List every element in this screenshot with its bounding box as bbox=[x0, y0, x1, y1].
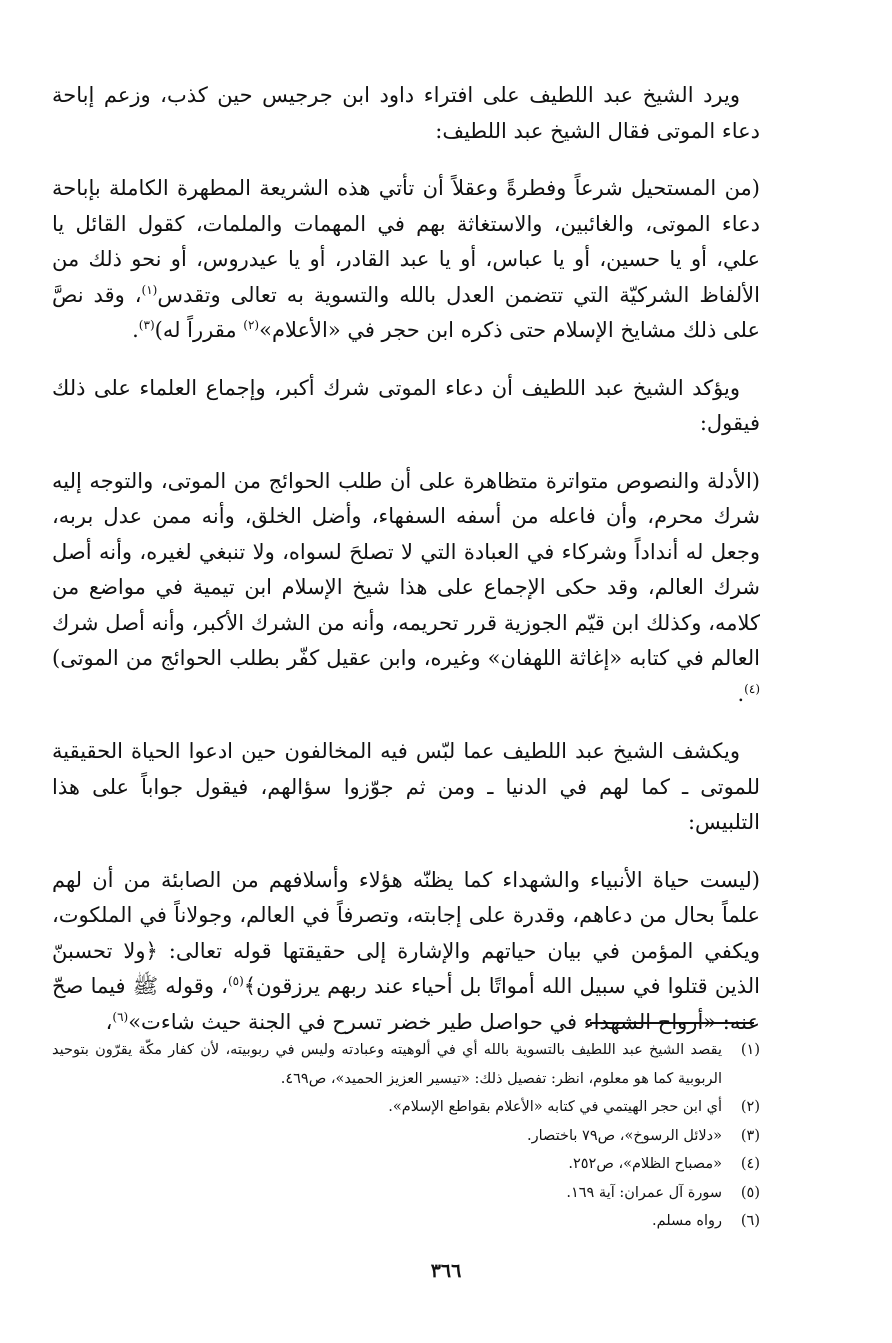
footnotes bbox=[52, 1036, 760, 1236]
paragraph-2 bbox=[52, 371, 760, 442]
footnote-item bbox=[52, 1122, 760, 1151]
footnote-text: رواه مسلم. bbox=[651, 1213, 722, 1229]
quote-1-tail: . bbox=[132, 318, 139, 342]
footnote-ref-2: (٢) bbox=[243, 318, 260, 332]
quote-2-text: (الأدلة والنصوص متواترة متظاهرة على أن طلب الحوائج من الموتى، والتوجه إليه شرك محرم، وأن فاعله من أسفه السفهاء، وأضل الخلق، وأنه ممن عدل بربه، وجعل له أنداداً وشركاء في العبادة التي لا تصلحَ لسواه، ولا تنبغي لغيره، وأنه أصل شرك العالم، وقد حكى الإجماع على هذا شيخ الإسلام ابن تيمية في مواضع من كلامه، وكذلك ابن قيّم الجوزية قرر تحريمه، وأنه من الشرك الأكبر، وأنه أصل شرك العالم في كتابه «إغاثة اللهفان» وغيره، وابن عقيل كفّر بطلب الحوائج من الموتى) bbox=[52, 468, 760, 670]
main-text bbox=[52, 78, 760, 1062]
quote-2 bbox=[52, 464, 760, 713]
footnote-number: (٢) bbox=[740, 1099, 760, 1115]
paragraph-3 bbox=[52, 734, 760, 841]
quote-1-text: (من المستحيل شرعاً وفطرةً وعقلاً أن تأتي هذه الشريعة المطهرة الكاملة بإباحة دعاء الموتى، والغائبين، والاستغاثة بهم في المهمات والملمات، كقول القائل يا علي، أو يا حسين، أو يا عباس، أو يا عبد القادر، أو يا عيدروس، أو نحو ذلك من الألفاظ الشركيّة التي تتضمن العدل بالله والتسوية به تعالى وتقدس bbox=[52, 176, 760, 307]
footnote-ref-6: (٦) bbox=[112, 1009, 129, 1024]
footnote-ref-1: (١) bbox=[141, 282, 158, 297]
footnote-text: «دلائل الرسوخ»، ص٧٩ باختصار. bbox=[527, 1127, 722, 1144]
footnote-number: (٤) bbox=[740, 1156, 760, 1172]
footnote-text: أي ابن حجر الهيتمي في كتابه «الأعلام بقواطع الإسلام». bbox=[388, 1099, 722, 1115]
footnote-item bbox=[52, 1179, 760, 1208]
footnote-ref-3: (٣) bbox=[138, 318, 155, 332]
paragraph-3-text: ويكشف الشيخ عبد اللطيف عما لبّس فيه المخالفون حين ادعوا الحياة الحقيقية للموتى ـ كما لهم في الدنيا ـ ومن ثم جوّزوا سؤالهم، فيقول جواباً على هذا التلبيس: bbox=[52, 739, 760, 834]
paragraph-1-text: ويرد الشيخ عبد اللطيف على افتراء داود ابن جرجيس حين كذب، وزعم إباحة دعاء الموتى فقال الشيخ عبد اللطيف: bbox=[52, 83, 760, 143]
quote-1 bbox=[52, 171, 760, 349]
paragraph-2-text: ويؤكد الشيخ عبد اللطيف أن دعاء الموتى شرك أكبر، وإجماع العلماء على ذلك فيقول: bbox=[52, 375, 760, 435]
footnote-item bbox=[52, 1093, 760, 1122]
footnote-ref-5: (٥) bbox=[227, 974, 244, 988]
quote-3-text: (ليست حياة الأنبياء والشهداء كما يظنّه هؤلاء وأسلافهم من الصابئة من أن لهم علماً بحال من دعاهم، وقدرة على إجابته، وتصرفاً في العالم، وجولاناً في الملكوت، ويكفي المؤمن في بيان حياتهم والإشارة إلى حقيقتها قوله تعالى: ﴿ولا تحسبنّ الذين قتلوا في سبيل الله أمواتًا بل أحياء عند ربهم يرزقون﴾ bbox=[52, 867, 760, 998]
paragraph-1 bbox=[52, 78, 760, 149]
quote-3-mid: ، وقوله ﷺ فيما صحّ عنه: «أرواح الشهداء في حواصل طير خضر تسرح في الجنة حيث شاءت» bbox=[52, 974, 760, 1034]
footnote-number: (٦) bbox=[740, 1213, 760, 1229]
footnote-text: سورة آل عمران: آية ١٦٩. bbox=[566, 1184, 722, 1201]
footnote-number: (١) bbox=[740, 1042, 760, 1058]
footnote-item bbox=[52, 1036, 760, 1093]
footnote-item bbox=[52, 1207, 760, 1236]
quote-3 bbox=[52, 863, 760, 1041]
quote-2-tail: . bbox=[737, 681, 745, 706]
footnote-text: «مصباح الظلام»، ص٢٥٢. bbox=[568, 1156, 722, 1172]
footnote-text: يقصد الشيخ عبد اللطيف بالتسوية بالله أي في ألوهيته وعبادته وليس في ربوبيته، لأن كفار مكّة يقرّون بتوحيد الربوبية كما هو معلوم، انظر: تفصيل ذلك: «تيسير العزيز الحميد»، ص٤٦٩. bbox=[52, 1042, 722, 1087]
footnote-number: (٥) bbox=[740, 1184, 760, 1201]
footnote-separator bbox=[590, 1022, 754, 1024]
page-number: ٣٦٦ bbox=[430, 1260, 462, 1282]
footnote-number: (٣) bbox=[740, 1127, 760, 1144]
quote-3-tail: ، bbox=[105, 1009, 113, 1034]
footnote-ref-4: (٤) bbox=[744, 681, 760, 696]
quote-1-end: مقرراً له) bbox=[154, 318, 244, 342]
quote-1-mid: ، وقد نصَّ على ذلك مشايخ الإسلام حتى ذكره ابن حجر في «الأعلام» bbox=[52, 282, 760, 342]
footnote-item bbox=[52, 1150, 760, 1179]
